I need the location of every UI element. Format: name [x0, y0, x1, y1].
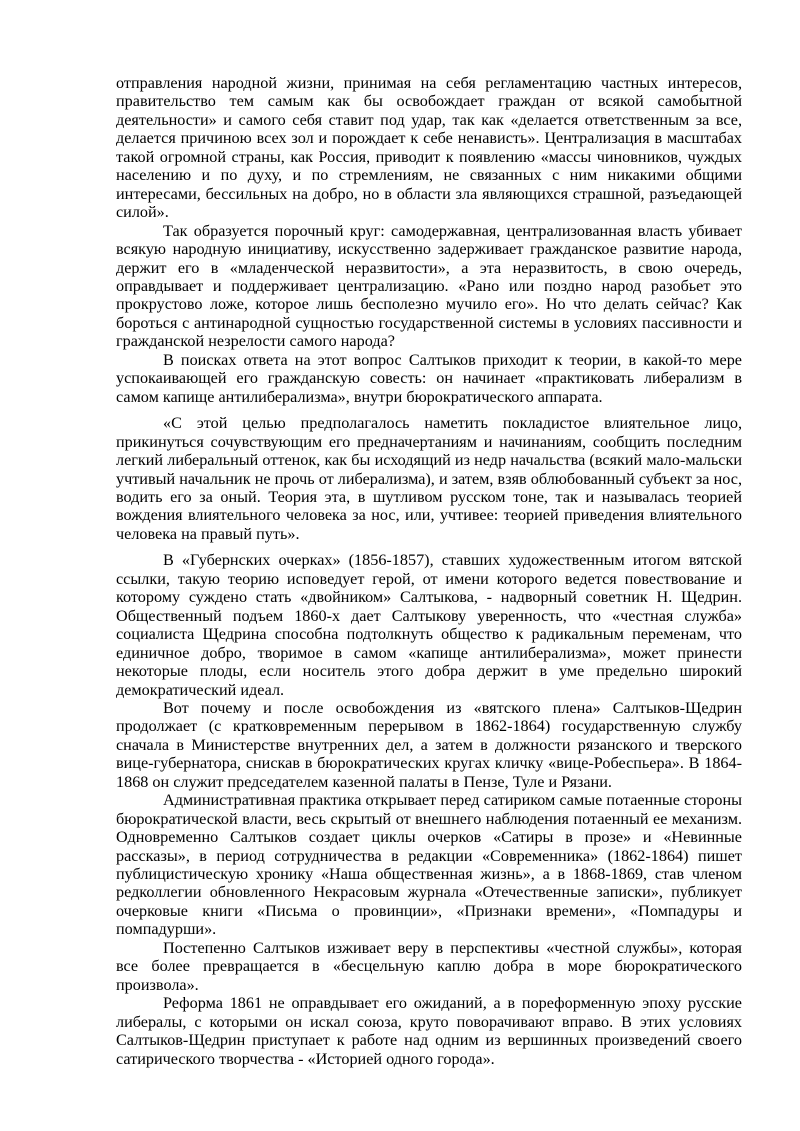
paragraph-5: В «Губернских очерках» (1856-1857), ставших художественным итогом вятской ссылки, такую теорию исповедует герой, от имени которого ведется повествование и которому суждено стать «двойником» Салтыкова, - надворный советник Н. Щедрин. Общественный подъем 1860-х дает Салтыкову уверенность, что «честная служба» социалиста Щедрина способна подтолкнуть общество к радикальным переменам, что единичное добро, творимое в самом «капище антилиберализма», может принести некоторые плоды, если носитель этого добра держит в уме предельно широкий демократический идеал.: [116, 551, 742, 699]
paragraph-9: Реформа 1861 не оправдывает его ожиданий, а в пореформенную эпоху русские либералы, с которыми он искал союза, круто поворачивают вправо. В этих условиях Салтыков-Щедрин приступает к работе над одним из вершинных произведений своего сатирического творчества - «Историей одного города».: [116, 994, 742, 1068]
paragraph-6: Вот почему и после освобождения из «вятского плена» Салтыков-Щедрин продолжает (с кратковременным перерывом в 1862-1864) государственную службу сначала в Министерстве внутренних дел, а затем в должности рязанского и тверского вице-губернатора, снискав в бюрократических кругах кличку «вице-Робеспьера». В 1864-1868 он служит председателем казенной палаты в Пензе, Туле и Рязани.: [116, 698, 742, 791]
paragraph-8: Постепенно Салтыков изживает веру в перспективы «честной службы», которая все более превращается в «бесцельную каплю добра в море бюрократического произвола».: [116, 938, 742, 994]
paragraph-7: Административная практика открывает перед сатириком самые потаенные стороны бюрократической власти, весь скрытый от внешнего наблюдения потаенный ее механизм. Одновременно Салтыков создает циклы очерков «Сатиры в прозе» и «Невинные рассказы», в период сотрудничества в редакции «Современника» (1862-1864) пишет публицистическую хронику «Наша общественная жизнь», а в 1868-1869, став членом редколлегии обновленного Некрасовым журнала «Отечественные записки», публикует очерковые книги «Письма о провинции», «Признаки времени», «Помпадуры и помпадурши».: [116, 791, 742, 939]
paragraph-3: В поисках ответа на этот вопрос Салтыков приходит к теории, в какой-то мере успокаивающей его гражданскую совесть: он начинает «практиковать либерализм в самом капище антилиберализма», внутри бюрократического аппарата.: [116, 350, 742, 406]
paragraph-2: Так образуется порочный круг: самодержавная, централизованная власть убивает всякую народную инициативу, искусственно задерживает гражданское развитие народа, держит его в «младенческой неразвитости», а эта неразвитость, в свою очередь, оправдывает и поддерживает централизацию. «Рано или поздно народ разобьет это прокрустово ложе, которое лишь бесполезно мучило его». Но что делать сейчас? Как бороться с антинародной сущностью государственной системы в условиях пассивности и гражданской незрелости самого народа?: [116, 221, 742, 351]
document-page: [116, 74, 742, 1068]
paragraph-1: отправления народной жизни, принимая на себя регламентацию частных интересов, правительство тем самым как бы освобождает граждан от всякой самобытной деятельности» и самого себя ставит под удар, так как «делается ответственным за все, делается причиною всех зол и порождает к себе ненависть». Централизация в масштабах такой огромной страны, как Россия, приводит к появлению «массы чиновников, чуждых населению и по духу, и по стремлениям, не связанных с ним никакими общими интересами, бессильных на добро, но в области зла являющихся страшной, разъедающей силой».: [116, 74, 742, 222]
quote-paragraph: «С этой целью предполагалось наметить покладистое влиятельное лицо, прикинуться сочувствующим его предначертаниям и начинаниям, сообщить последним легкий либеральный оттенок, как бы исходящий из недр начальства (всякий мало-мальски учтивый начальник не прочь от либерализма), и затем, взяв облюбованный субъект за нос, водить его за оный. Теория эта, в шутливом русском тоне, так и называлась теорией вождения влиятельного человека за нос, или, учтивее: теорией приведения влиятельного человека на правый путь».: [116, 414, 742, 543]
